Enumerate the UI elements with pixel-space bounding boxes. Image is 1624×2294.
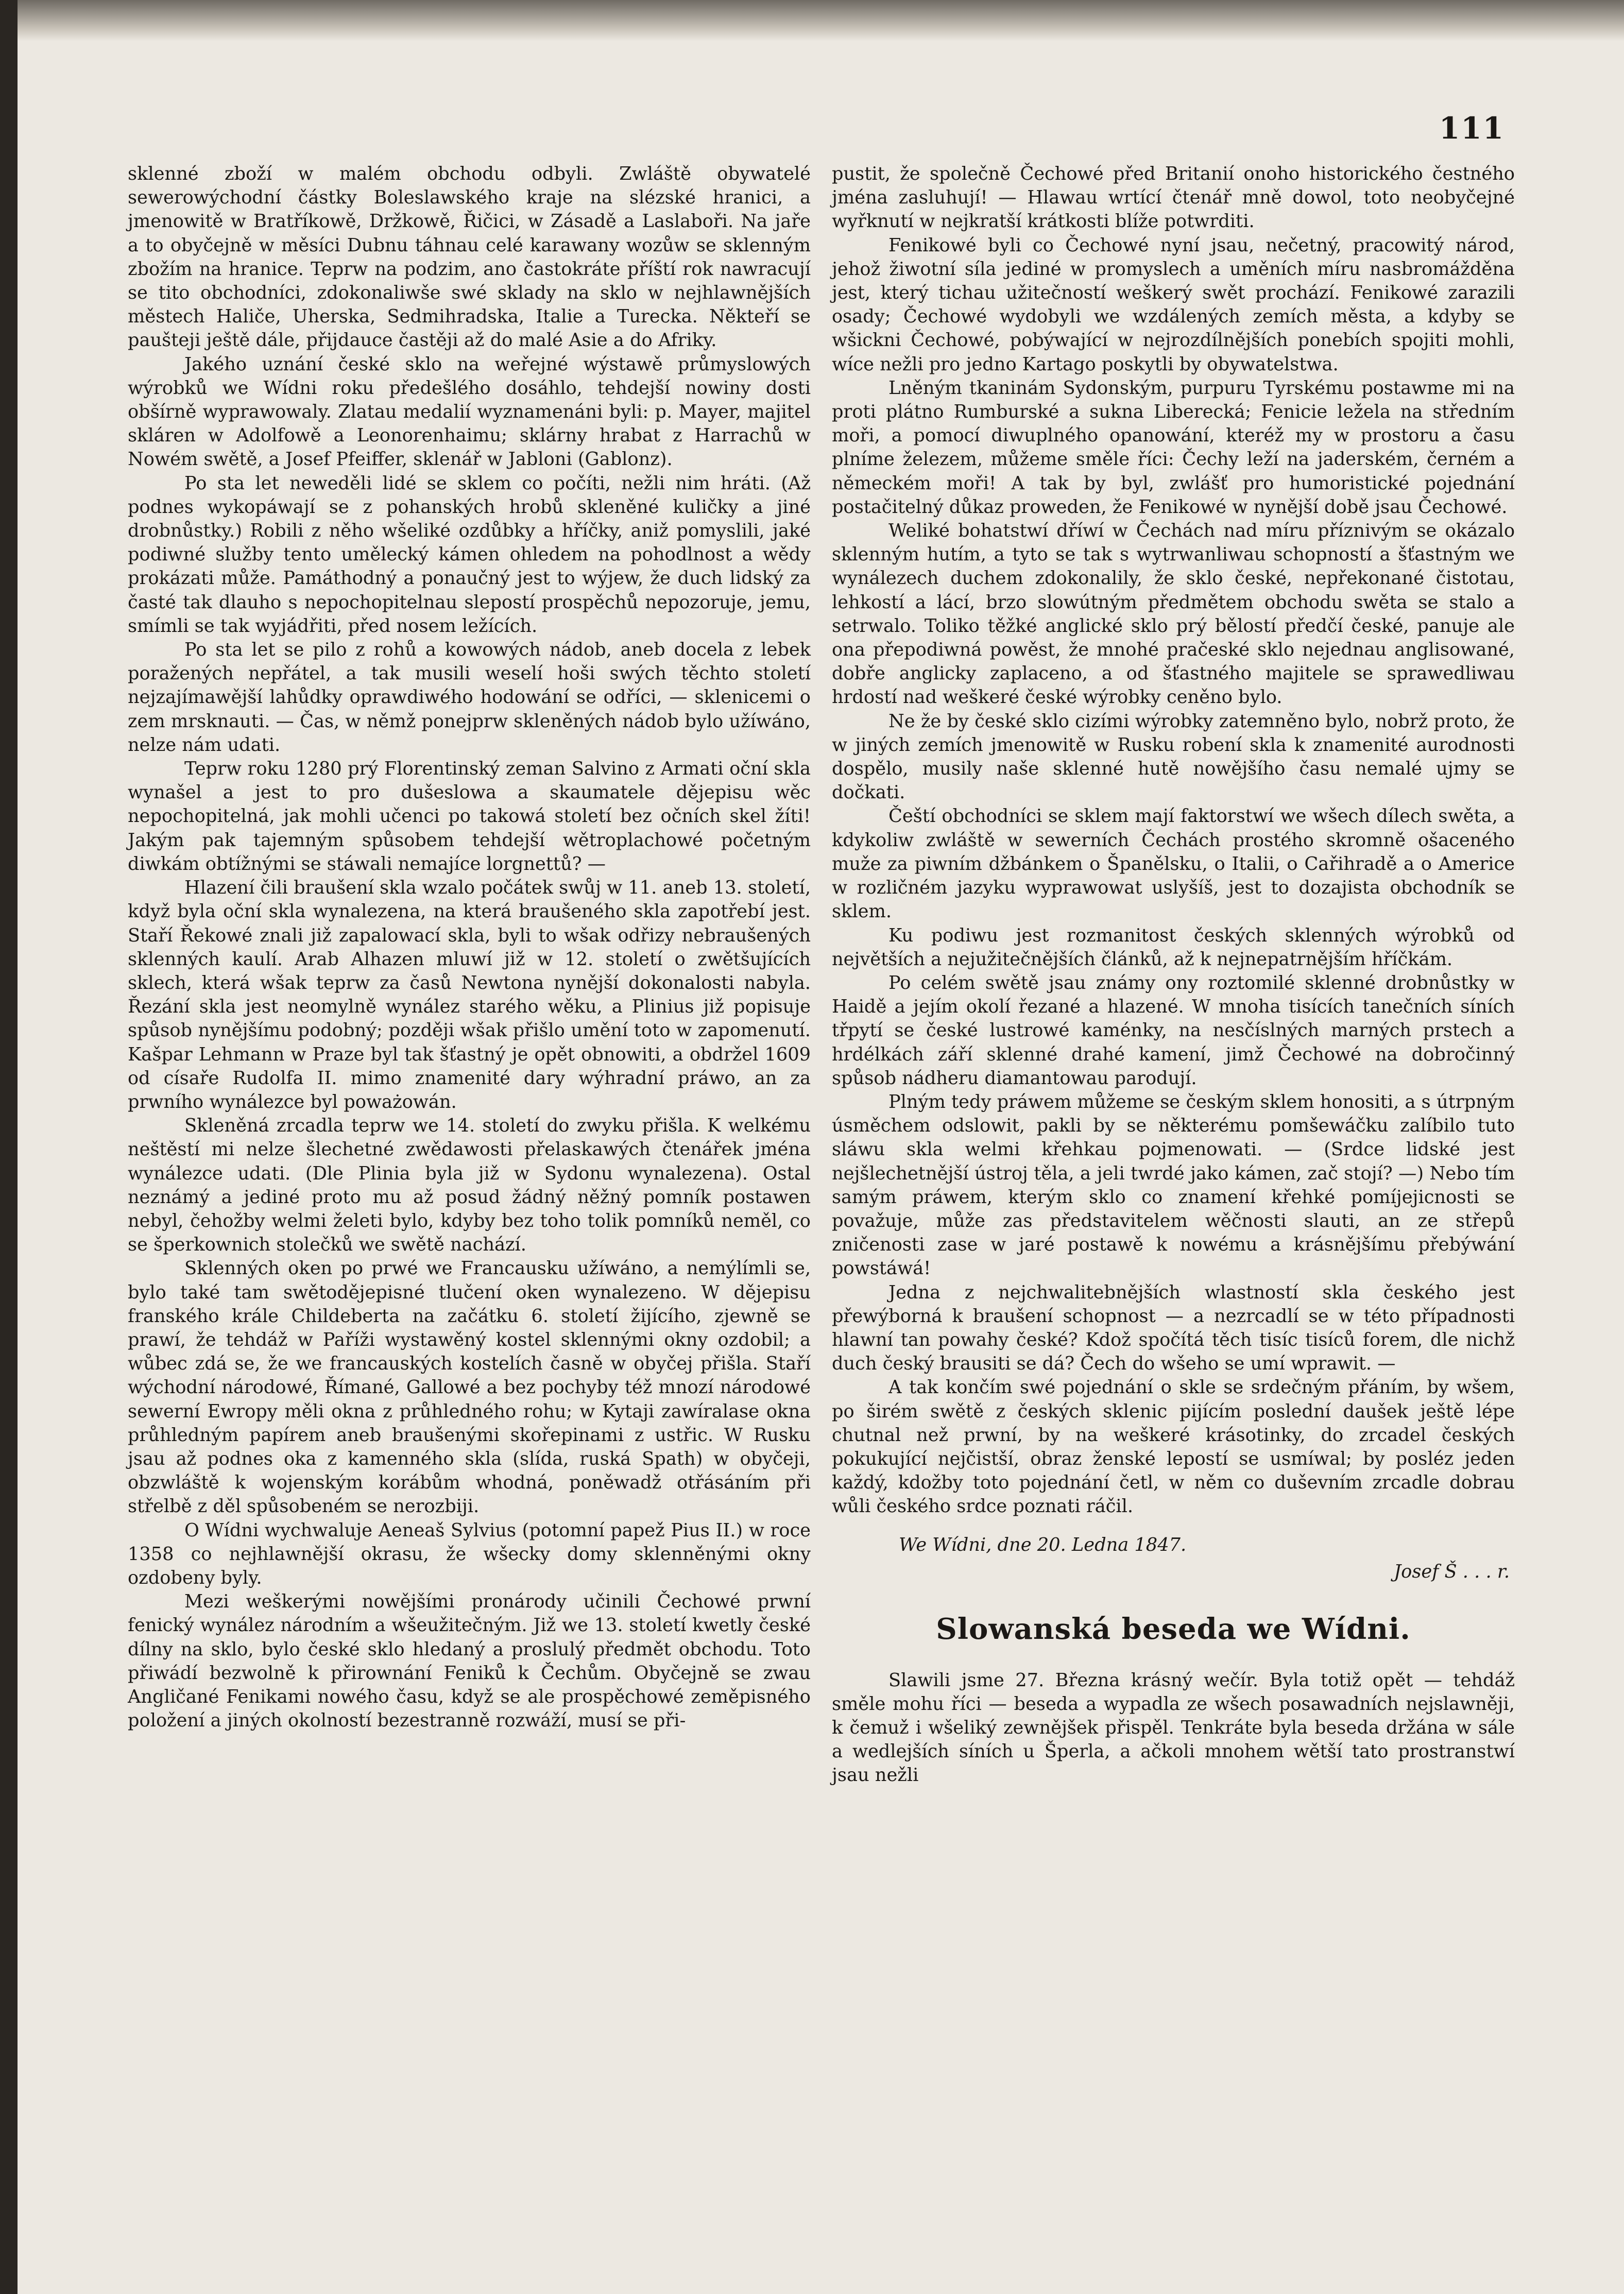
paragraph: Po sta let neweděli lidé se sklem co počíti, nežli nim hráti. (Až podnes wykopáwají se z pohanských hrobů skleněné kuličky a jiné drobnůstky.) Robili z něho wšeliké ozdůbky a hříčky, aniž pomyslili, jaké podiwné služby tento umělecký kámen ohledem na pohodlnost a wědy prokázati může. Památhodný a ponaučný jest to wýjew, že duch lidský za časté tak dlauho s nepochopitelnau slepostí prospěchů nepozoruje, jemu, smímli se tak wyjádřiti, před nosem ležících. [128, 472, 811, 637]
paragraph: sklenné zboží w malém obchodu odbyli. Zwláště obywatelé sewerowýchodní částky Boleslawského kraje na slézské hranici, a jmenowitě w Bratříkowě, Držkowě, Řičici, w Zásadě a Laslaboři. Na jaře a to obyčejně w měsíci Dubnu táhnau celé karawany wozůw se sklenným zbožím na hranice. Teprw na podzim, ano častokráte příští rok nawracují se tito obchodníci, zdokonaliwše swé sklady na sklo w nejhlawnějších městech Haliče, Uherska, Sedmihradska, Italie a Turecka. Někteří se paušteji ještě dále, přijdauce častěji až do malé Asie a do Afriky. [128, 163, 811, 351]
paragraph: Jedna z nejchwalitebnějších wlastností skla českého jest přewýborná k braušení schopnost — a nezrcadlí se w této případnosti hlawní tan powahy české? Kdož spočítá těch tisíc tisíců forem, dle nichž duch český brausiti se dá? Čech do wšeho se umí wprawit. — [832, 1281, 1515, 1375]
left-column [128, 162, 811, 1733]
paragraph: Po sta let se pilo z rohů a kowowých nádob, aneb docela z lebek poražených nepřátel, a tak musili weselí hoši swých těchto století nejzajímawější lahůdky oprawdiwého hodowání se odříci, — sklenicemi o zem mrsknauti. — Čas, w němž ponejprw skleněných nádob bylo užíwáno, nelze nám udati. [128, 639, 811, 756]
right-column [832, 162, 1515, 1788]
paragraph: Po celém swětě jsau známy ony roztomilé sklenné drobnůstky w Haidě a jejím okolí řezané a hlazené. W mnoha tisících tanečních síních třpytí se české lustrowé kaménky, na nesčíslných marných prstech a hrdélkách září sklenné drahé kamení, jimž Čechowé na dobročinný spůsob nádheru diamantowau parodují. [832, 972, 1515, 1089]
paragraph: O Wídni wychwaluje Aeneaš Sylvius (potomní papež Pius II.) w roce 1358 co nejhlawnější okrasu, že wšecky domy sklenněnými okny ozdobeny byly. [128, 1519, 811, 1588]
paragraph: A tak končím swé pojednání o skle se srdečným přáním, by wšem, po širém swětě z českých sklenic pijícím poslední daušek ještě lépe chutnal než prwní, by na weškeré krásotinky, do zrcadel českých pokukující nejčistší, obraz ženské lepostí se usmíwal; by posléz jeden každý, kdožby toto pojednání četl, w něm co duševním zrcadle dobrau wůli českého srdce poznati ráčil. [832, 1377, 1515, 1517]
paragraph: Plným tedy práwem můžeme se českým sklem honositi, a s útrpným úsměchem odslowit, pakli by se některému pomšewáčku zalíbilo tuto sláwu skla welmi křehkau pojmenowati. — (Srdce lidské jest nejšlechetnější ústroj těla, a jeli twrdé jako kámen, zač stojí? —) Nebo tím samým práwem, kterým sklo co znamení křehké pomíjejicnosti se považuje, může zas představitelem wěčnosti slauti, an ze střepů zničenosti zase w jaré postawě k nowému a krásnějšímu přebýwání powstáwá! [832, 1091, 1515, 1279]
binding-edge [0, 0, 18, 2294]
paragraph: Weliké bohatstwí dříwí w Čechách nad míru příznivým se okázalo sklenným hutím, a tyto se tak s wytrwanliwau schopností a šťastným we wynálezech duchem zdokonalily, že sklo české, nepřekonané čistotau, lehkostí a lácí, brzo slowútným předmětem obchodu swěta se stalo a setrwalo. Toliko těžké anglické sklo prý bělostí předčí české, panuje ale ona přepodiwná powěst, že mnohé pračeské sklo nejednau anglisowané, dobře anglicky zaplaceno, a od šťastného majitele se sprawedliwau hrdostí nad weškeré české wýrobky ceněno bylo. [832, 520, 1515, 708]
paragraph: Fenikowé byli co Čechowé nyní jsau, nečetný, pracowitý národ, jehož žiwotní síla jediné w promyslech a uměních míru nasbromážděna jest, který tichau užitečností weškerý swět prochází. Fenikowé zarazili osady; Čechowé wydobyli we wzdálených zemích města, a kdyby se wšickni Čechowé, pobýwající w nejrozdílnějších ponebích spojiti mohli, wíce nežli pro jedno Kartago poskytli by obywatelstwa. [832, 234, 1515, 375]
paragraph: Mezi weškerými nowějšími pronárody učinili Čechowé prwní fenický wynález národním a wšeužitečným. Již we 13. století kwetly české dílny na sklo, bylo české sklo hledaný a proslulý předmět obchodu. Toto přiwádí bezwolně k přirownání Feniků k Čechům. Obyčejně se zwau Angličané Fenikami nowého času, když se ale prospěchowé zeměpisného položení a jiných okolností bezestranně rozwáží, musí se při- [128, 1591, 811, 1732]
paragraph: Lněným tkaninám Sydonským, purpuru Tyrskému postawme mi na proti plátno Rumburské a sukna Liberecká; Fenicie ležela na středním moři, a pomocí diwuplného opanowání, kteréž my w prostoru a času plníme železem, můžeme směle říci: Čechy leží na jaderském, černém a německém moři! A tak by byl, zwlášť pro humoristické pojednání postačitelný důkaz proweden, že Fenikowé w nynější době jsau Čechowé. [832, 377, 1515, 518]
paragraph: Ku podiwu jest rozmanitost českých sklenných wýrobků od největších a nejužitečnějších článků, až k nejnepatrnějším hříčkám. [832, 925, 1515, 970]
paragraph: Slawili jsme 27. Března krásný wečír. Byla totiž opět — tehdáž směle mohu říci — beseda a wypadla ze wšech posawadních nejslawněji, k čemuž i wšeliký zewnějšek přispěl. Tenkráte byla beseda držána w sále a wedlejších síních u Šperla, a ačkoli mnohem wětší tato prostranstwí jsau nežli [832, 1669, 1515, 1786]
paragraph: Hlazení čili braušení skla wzalo počátek swůj w 11. aneb 13. století, když byla oční skla wynalezena, na která braušeného skla zapotřebí jest. Staří Řekowé znali již zapalowací skla, byli to wšak odřizy nebraušených sklenných kaulí. Arab Alhazen mluwí již w 12. století o zwětšujících sklech, která wšak teprw za časů Newtona nynější dokonalosti nabyla. Řezání skla jest neomylně wynález starého wěku, a Plinius již popisuje spůsob nynějšímu podobný; později wšak přišlo umění toto w zapomenutí. Kašpar Lehmann w Praze byl tak šťastný je opět obnowiti, a obdržel 1609 od císaře Rudolfa II. mimo znamenité dary wýhradní práwo, an za prwního wynálezce byl poważowán. [128, 877, 811, 1112]
paragraph: Sklenných oken po prwé we Francausku užíwáno, a nemýlímli se, bylo také tam swětodějepisné tlučení oken wynalezeno. W dějepisu franského krále Childeberta na začátku 6. století žijícího, zjewně se prawí, že tehdáž w Paříži wystawěný kostel sklennými okny ozdobil; a wůbec zdá se, že we francauských kostelích časně w obyčej přišla. Staří wýchodní národowé, Římané, Gallowé a bez pochyby též mnozí národowé sewerní Ewropy měli okna z průhledného rohu; w Kytaji zawíralase okna průhledným papírem aneb braušenými skořepinami z ustřic. W Rusku jsau až podnes oka z kamenného skla (slída, ruská Spath) w obyčeji, obzwláště k wojenským korábům whodná, poněwadž otřásáním při střelbě z děl spůsobeném se nerozbiji. [128, 1258, 811, 1517]
paragraph: Skleněná zrcadla teprw we 14. století do zwyku přišla. K welkému neštěstí mi nelze šlechetné zwědawosti přelaskawých čtenářek jména wynálezce udati. (Dle Plinia byla již w Sydonu wynalezena). Ostal neznámý a jediné proto mu až posud žádný něžný pomník postawen nebyl, čehožby welmi želeti bylo, kdyby bez toho tolik pomníků neměl, co se šperkownich stolečků we swětě nachází. [128, 1115, 811, 1256]
paragraph: Ne že by české sklo cizími wýrobky zatemněno bylo, nobrž proto, že w jiných zemích jmenowitě w Rusku robení skla k znamenité aurodnosti dospělo, musily naše sklenné hutě nowějšího času nemalé ujmy se dočkati. [832, 710, 1515, 803]
paragraph: Čeští obchodníci se sklem mají faktorstwí we wšech dílech swěta, a kdykoliw zwláště w sewerních Čechách prostého skromně ošaceného muže za piwním džbánkem o Španělsku, o Italii, o Cařihradě a o Americe w rozličném jazyku wyprawowat uslyšíš, jest to dozajista obchodník se sklem. [832, 806, 1515, 922]
paragraph: pustit, že společně Čechowé před Britanií onoho historického čestného jména zasluhují! — Hlawau wrtící čtenář mně dowol, toto neobyčejné wyřknutí w nejkratší krátkosti blíže potwrditi. [832, 163, 1515, 232]
paragraph: Teprw roku 1280 prý Florentinský zeman Salvino z Armati oční skla wynašel a jest to pro dušeslowa a skaumatele dějepisu wěc nepochopitelná, jak mohli učenci po takowá století bez očních skel žíti! Jakým pak tajemným spůsobem tehdejší wětroplachowé početným diwkám obtížnými se stáwali nemajíce lorgnettů? — [128, 758, 811, 875]
dateline: We Wídni, dne 20. Ledna 1847. [899, 1534, 1187, 1555]
paragraph: Jakého uznání české sklo na weřejné wýstawě průmyslowých wýrobků we Wídni roku předešlého dosáhlo, tehdejší nowiny dosti obšírně wyprawowaly. Zlatau medalií wyznamenáni byli: p. Mayer, majitel skláren w Adolfowě a Leonorenhaimu; sklárny hrabat z Harrachů w Nowém swětě, a Josef Pfeiffer, sklenář w Jabloni (Gablonz). [128, 353, 811, 470]
section-heading: Slowanská beseda we Wídni. [936, 1612, 1411, 1646]
author-signature: Josef Š . . . r. [1394, 1561, 1510, 1582]
page-number: 111 [1439, 111, 1505, 146]
page-top-shadow [0, 0, 1624, 41]
